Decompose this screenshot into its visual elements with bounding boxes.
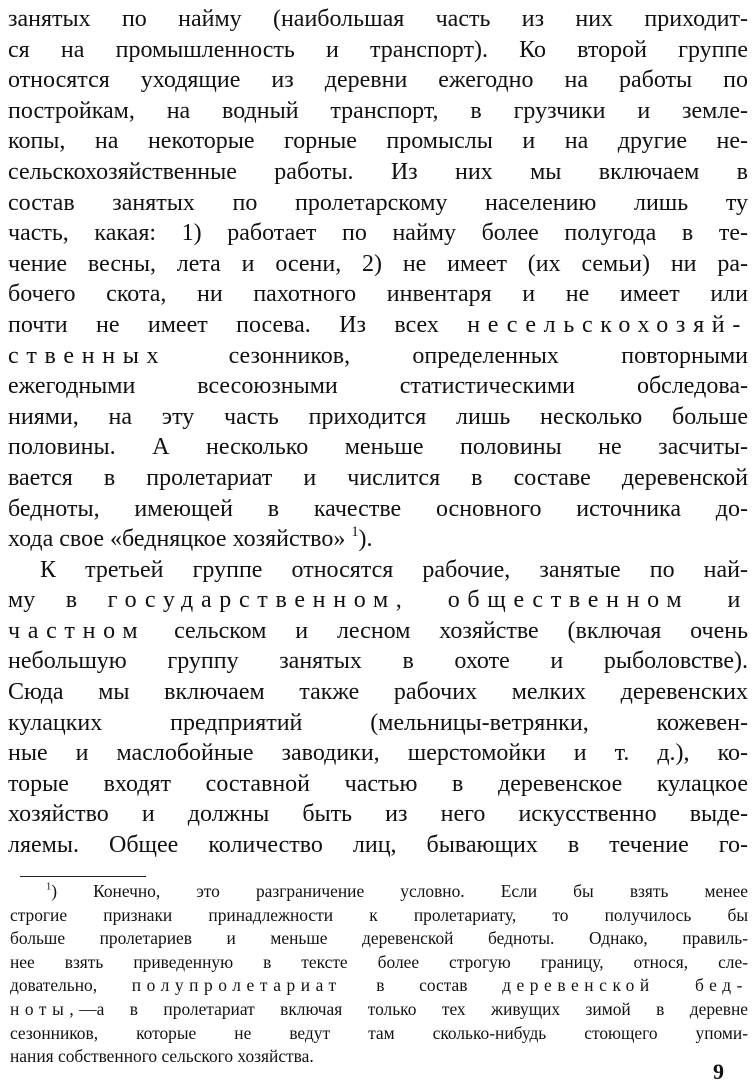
text-line: ляемы. Общее количество лиц, бывающих в течение го-	[8, 832, 748, 859]
text-line: чение весны, лета и осени, 2) не имеет (их семьи) ни ра-	[8, 250, 748, 277]
footnote-reference: 1	[351, 524, 359, 541]
spaced-emphasis: ственных	[8, 342, 167, 369]
text-line: занятых по найму (наибольшая часть из них приходит-	[8, 6, 748, 32]
text-line: ежегодными всесоюзными статистическими обследова-	[8, 373, 748, 400]
text-fragment: ) Конечно, это разграничение условно. Если бы взять менее	[51, 881, 748, 901]
text-line	[8, 341, 748, 372]
text-line: половины. А несколько меньше половины не засчиты-	[8, 434, 748, 461]
text-line: бедноты, имеющей в качестве основного источника до-	[8, 495, 748, 522]
spaced-emphasis: деревенской бед-	[502, 975, 748, 996]
spaced-emphasis: полупролетариат	[131, 975, 342, 996]
text-line	[8, 310, 748, 341]
text-line: торые входят составной частью в деревенское кулацкое	[8, 770, 748, 797]
text-line: кулацких предприятий (мельницы-ветрянки, кожевен-	[8, 709, 748, 736]
text-fragment: довательно,	[10, 975, 98, 996]
footnote-marker: 1	[46, 881, 52, 893]
text-line: бочего скота, ни пахотного инвентаря и не имеет или	[8, 281, 748, 308]
text-fragment: сельском и лесном хозяйстве (включая очень	[174, 617, 749, 644]
text-line	[8, 616, 748, 647]
main-text	[8, 4, 748, 861]
text-line: постройкам, на водный транспорт, в грузчики и земле-	[8, 97, 748, 124]
footnote	[10, 880, 748, 1069]
footnote-line: сезонников, которые не ведут там сколько-нибудь стоющего упоми-	[10, 1022, 748, 1043]
text-line: ные и маслобойные заводики, шерстомойки и т. д.), ко-	[8, 740, 748, 767]
footnote-line: строгие признаки принадлежности к пролетариату, то получилось бы	[10, 904, 748, 925]
spaced-emphasis: государственном, общественном и	[107, 587, 749, 614]
text-line: вается в пролетариат и числится в составе деревенской	[8, 464, 748, 491]
text-line: К третьей группе относятся рабочие, занятые по най-	[40, 556, 748, 583]
footnote-line	[10, 974, 748, 998]
text-line: сельскохозяйственные работы. Из них мы включаем в	[8, 158, 748, 185]
footnote-line: нания собственного сельского хозяйства.	[10, 1046, 314, 1067]
footnote-line: больше пролетариев и меньше деревенской бедноты. Однако, правиль-	[10, 928, 748, 949]
text-fragment: почти не имеет посева. Из всех	[8, 311, 439, 338]
text-line: часть, какая: 1) работает по найму более полугода в те-	[8, 220, 748, 247]
spaced-emphasis: несельскохозяй-	[467, 311, 749, 338]
text-line	[8, 585, 748, 616]
text-line: небольшую группу занятых в охоте и рыболовстве).	[8, 648, 748, 675]
footnote-line	[10, 880, 748, 904]
text-fragment: ).	[358, 526, 373, 553]
text-line: ниями, на эту часть приходится лишь несколько больше	[8, 403, 748, 430]
text-line	[8, 524, 748, 555]
text-line: относятся уходящие из деревни ежегодно на работы по	[8, 67, 748, 94]
text-line: состав занятых по пролетарскому населению лишь ту	[8, 189, 748, 216]
text-line: хозяйство и должны быть из него искусственно выде-	[8, 801, 748, 828]
text-fragment: —а в пролетариат включая только тех живущих зимой в деревне	[79, 998, 748, 1019]
text-line: копы, на некоторые горные промыслы и на другие не-	[8, 128, 748, 155]
text-line: ся на промышленность и транспорт). Ко второй группе	[8, 36, 748, 63]
page-number: 9	[713, 1059, 724, 1084]
text-fragment: в состав	[376, 975, 468, 996]
footnote-divider	[20, 876, 146, 877]
footnote-line: нее взять приведенную в тексте более строгую границу, относя, сле-	[10, 951, 748, 972]
spaced-emphasis: ноты,	[10, 998, 80, 1019]
text-fragment: хода свое «бедняцкое хозяйство»	[8, 526, 346, 553]
spaced-emphasis: частном	[8, 617, 146, 644]
footnote-line	[10, 998, 748, 1022]
text-line: Сюда мы включаем также рабочих мелких деревенских	[8, 679, 748, 706]
text-fragment: сезонников, определенных повторными	[228, 342, 748, 369]
text-fragment: му в	[8, 587, 78, 614]
